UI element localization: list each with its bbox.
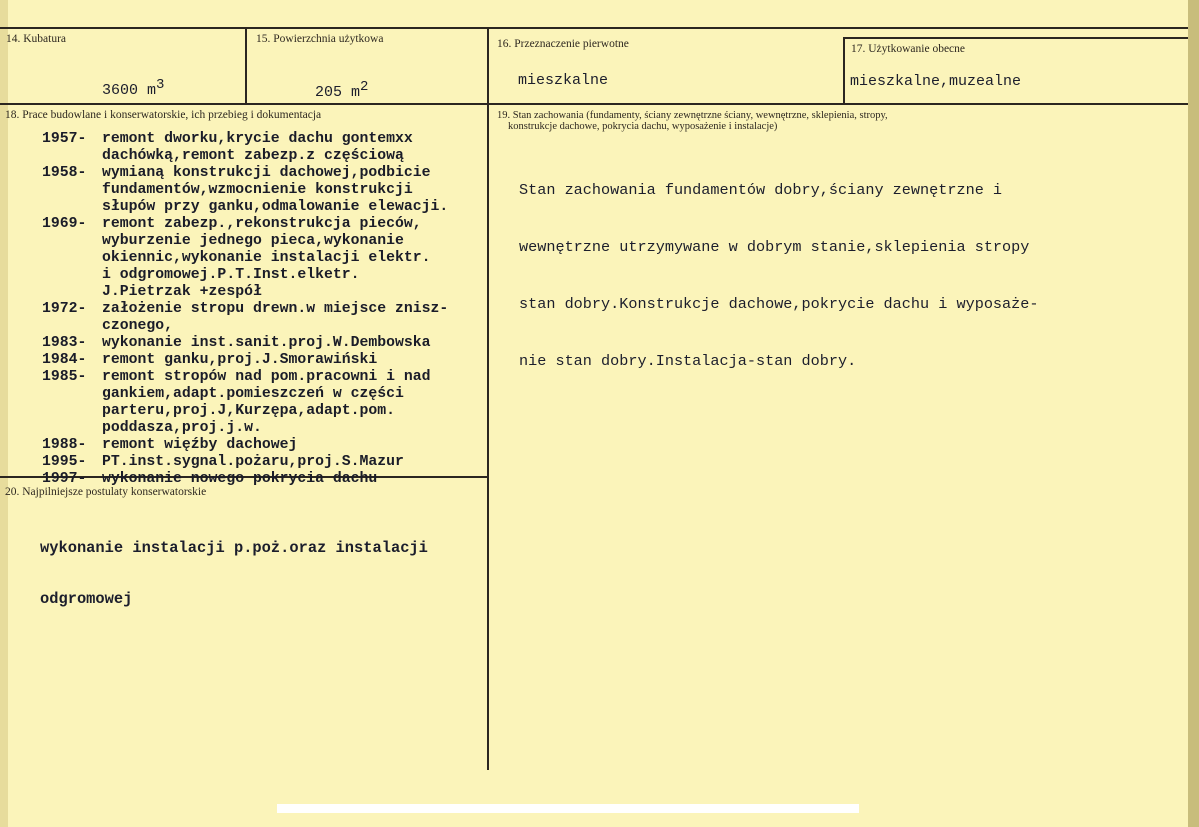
work-entry: [42, 335, 448, 352]
field-18-label: 18. Prace budowlane i konserwatorskie, ich przebieg i dokumentacja: [5, 109, 322, 121]
area-value: 205 m: [315, 84, 361, 101]
work-description: wymianą konstrukcji dachowej,podbicie: [102, 165, 431, 181]
work-description: fundamentów,wzmocnienie konstrukcji: [102, 182, 413, 198]
work-entry: [42, 437, 448, 454]
work-entry: [42, 318, 448, 335]
work-year: [42, 148, 102, 165]
row-divider-1: [0, 103, 1188, 105]
work-entry: [42, 403, 448, 420]
work-year: 1972-: [42, 301, 87, 317]
top-rule-right: [843, 37, 1188, 39]
work-entry: [42, 301, 448, 318]
field-20-label: 20. Najpilniejsze postulaty konserwatorskie: [5, 486, 207, 498]
work-description: remont stropów nad pom.pracowni i nad: [102, 369, 431, 385]
work-description: remont dworku,krycie dachu gontemxx: [102, 131, 413, 147]
work-year: 1958-: [42, 165, 87, 181]
work-description: poddasza,proj.j.w.: [102, 420, 262, 436]
col-divider-c: [843, 37, 845, 103]
condition-line: Stan zachowania fundamentów dobry,ściany zewnętrzne i: [519, 181, 1003, 199]
work-description: założenie stropu drewn.w miejsce znisz-: [102, 301, 449, 317]
field-19-label-line-2: konstrukcje dachowe, pokrycia dachu, wyposażenie i instalacje): [508, 121, 778, 132]
condition-line: wewnętrzne utrzymywane w dobrym stanie,sklepienia stropy: [519, 238, 1030, 256]
kubatura-value: 3600 m: [102, 82, 157, 99]
work-description: czonego,: [102, 318, 174, 334]
work-description: słupów przy ganku,odmalowanie elewacji.: [102, 199, 449, 215]
field-16-value: mieszkalne: [518, 72, 609, 89]
field-15-label: 15. Powierzchnia użytkowa: [256, 33, 384, 45]
work-year: 1984-: [42, 352, 87, 368]
work-entry: [42, 233, 448, 250]
work-year: 1997-: [42, 471, 87, 487]
work-year: [42, 250, 102, 267]
work-year: [42, 199, 102, 216]
work-description: wykonanie nowego pokrycia dachu: [102, 471, 378, 487]
work-description: wyburzenie jednego pieca,wykonanie: [102, 233, 404, 249]
field-14-value: [66, 60, 164, 116]
work-year: [42, 233, 102, 250]
postulate-line: wykonanie instalacji p.poż.oraz instalacji: [40, 539, 428, 557]
top-rule: [0, 27, 1188, 29]
area-unit-exponent: 2: [360, 79, 369, 95]
field-19-label-line-1: 19. Stan zachowania (fundamenty, ściany zewnętrzne ściany, wewnętrzne, sklepienia, stropy,: [497, 110, 888, 121]
field-17-value: mieszkalne,muzealne: [850, 73, 1022, 90]
scan-shadow: [1188, 0, 1199, 827]
work-year: [42, 318, 102, 335]
work-entry: [42, 420, 448, 437]
scan-edge: [0, 0, 8, 827]
work-year: 1957-: [42, 131, 87, 147]
field-17-label: 17. Użytkowanie obecne: [851, 43, 966, 55]
work-year: 1988-: [42, 437, 87, 453]
work-entry: [42, 352, 448, 369]
work-year: [42, 403, 102, 420]
work-year: [42, 420, 102, 437]
work-entry: [42, 267, 448, 284]
work-year: 1995-: [42, 454, 87, 470]
work-description: J.Pietrzak +zespół: [102, 284, 262, 300]
work-description: gankiem,adapt.pomieszczeń w części: [102, 386, 404, 402]
work-description: wykonanie inst.sanit.proj.W.Dembowska: [102, 335, 431, 351]
work-entry: [42, 250, 448, 267]
condition-line: stan dobry.Konstrukcje dachowe,pokrycie dachu i wyposaże-: [519, 295, 1039, 313]
work-year: [42, 182, 102, 199]
bottom-scan-strip: [277, 804, 859, 813]
work-entry: [42, 182, 448, 199]
work-year: 1985-: [42, 369, 87, 385]
work-year: [42, 267, 102, 284]
field-16-label: 16. Przeznaczenie pierwotne: [497, 38, 629, 50]
work-year: 1983-: [42, 335, 87, 351]
work-entry: [42, 284, 448, 301]
work-entry: [42, 454, 448, 471]
postulates-text: [40, 506, 428, 642]
field-14-label: 14. Kubatura: [6, 33, 67, 45]
work-entry: [42, 148, 448, 165]
work-description: remont zabezp.,rekonstrukcja pieców,: [102, 216, 422, 232]
work-description: PT.inst.sygnal.pożaru,proj.S.Mazur: [102, 454, 404, 470]
work-description: i odgromowej.P.T.Inst.elketr.: [102, 267, 360, 283]
field-19-label: [497, 110, 1057, 132]
postulate-line: odgromowej: [40, 590, 133, 608]
kubatura-unit-exponent: 3: [156, 77, 165, 93]
condition-text: [519, 143, 1039, 409]
work-entry: [42, 131, 448, 148]
col-divider-a: [245, 27, 247, 103]
work-description: remont więźby dachowej: [102, 437, 298, 453]
work-entry: [42, 165, 448, 182]
work-year: 1969-: [42, 216, 87, 232]
work-description: parteru,proj.J,Kurzępa,adapt.pom.: [102, 403, 396, 419]
works-list: [42, 131, 448, 488]
work-entry: [42, 199, 448, 216]
work-description: okiennic,wykonanie instalacji elektr.: [102, 250, 431, 266]
work-year: [42, 284, 102, 301]
work-description: remont ganku,proj.J.Smorawiński: [102, 352, 378, 368]
col-divider-b: [487, 27, 489, 770]
work-entry: [42, 386, 448, 403]
work-entry: [42, 216, 448, 233]
work-year: [42, 386, 102, 403]
work-entry: [42, 369, 448, 386]
work-description: dachówką,remont zabezp.z częściową: [102, 148, 404, 164]
condition-line: nie stan dobry.Instalacja-stan dobry.: [519, 352, 857, 370]
